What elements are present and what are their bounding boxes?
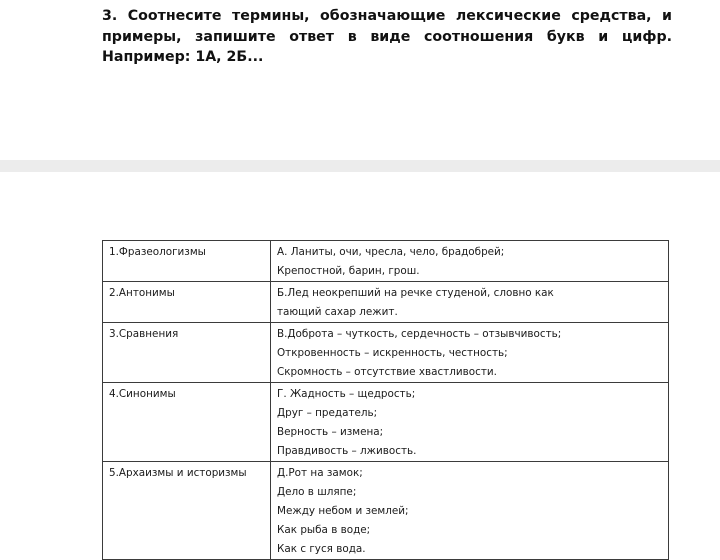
example-line: Откровенность – искренность, честность; <box>277 347 508 359</box>
task-text <box>102 6 672 68</box>
example-line: тающий сахар лежит. <box>277 306 398 318</box>
example-line: Верность – измена; <box>277 426 384 438</box>
example-line: А. Ланиты, очи, чресла, чело, брадобрей; <box>277 246 505 258</box>
example-line: Как с гуся вода. <box>277 543 366 555</box>
table-row <box>103 323 669 383</box>
task-line: Например: 1А, 2Б... <box>102 49 264 65</box>
term-label: 3.Сравнения <box>109 328 179 340</box>
term-cell <box>103 383 271 462</box>
example-line: Скромность – отсутствие хвастливости. <box>277 366 497 378</box>
example-cell <box>271 383 669 462</box>
table-row <box>103 241 669 282</box>
table-row <box>103 282 669 323</box>
example-line: Д.Рот на замок; <box>277 467 363 479</box>
terms-table <box>102 240 669 560</box>
table-row <box>103 383 669 462</box>
term-label: 4.Синонимы <box>109 388 176 400</box>
example-line: Между небом и землей; <box>277 505 409 517</box>
task-line: примеры, запишите ответ в виде соотношения букв и цифр. <box>102 28 672 45</box>
example-line: Друг – предатель; <box>277 407 378 419</box>
example-cell <box>271 282 669 323</box>
divider-band <box>0 160 720 172</box>
example-line: Дело в шляпе; <box>277 486 357 498</box>
task-line: 3. Соотнесите термины, обозначающие лексические средства, и <box>102 8 672 24</box>
example-cell <box>271 323 669 383</box>
example-line: Как рыба в воде; <box>277 524 371 536</box>
table-row <box>103 462 669 560</box>
term-label: 2.Антонимы <box>109 287 175 299</box>
example-line: В.Доброта – чуткость, сердечность – отзывчивость; <box>277 328 562 340</box>
term-cell <box>103 241 271 282</box>
term-label: 5.Архаизмы и историзмы <box>109 467 247 479</box>
term-cell <box>103 282 271 323</box>
example-line: Б.Лед неокрепший на речке студеной, словно как <box>277 287 554 299</box>
term-cell <box>103 462 271 560</box>
example-line: Г. Жадность – щедрость; <box>277 388 416 400</box>
example-line: Крепостной, барин, грош. <box>277 265 420 277</box>
example-line: Правдивость – лживость. <box>277 445 417 457</box>
term-label: 1.Фразеологизмы <box>109 246 206 258</box>
example-cell <box>271 241 669 282</box>
example-cell <box>271 462 669 560</box>
term-cell <box>103 323 271 383</box>
